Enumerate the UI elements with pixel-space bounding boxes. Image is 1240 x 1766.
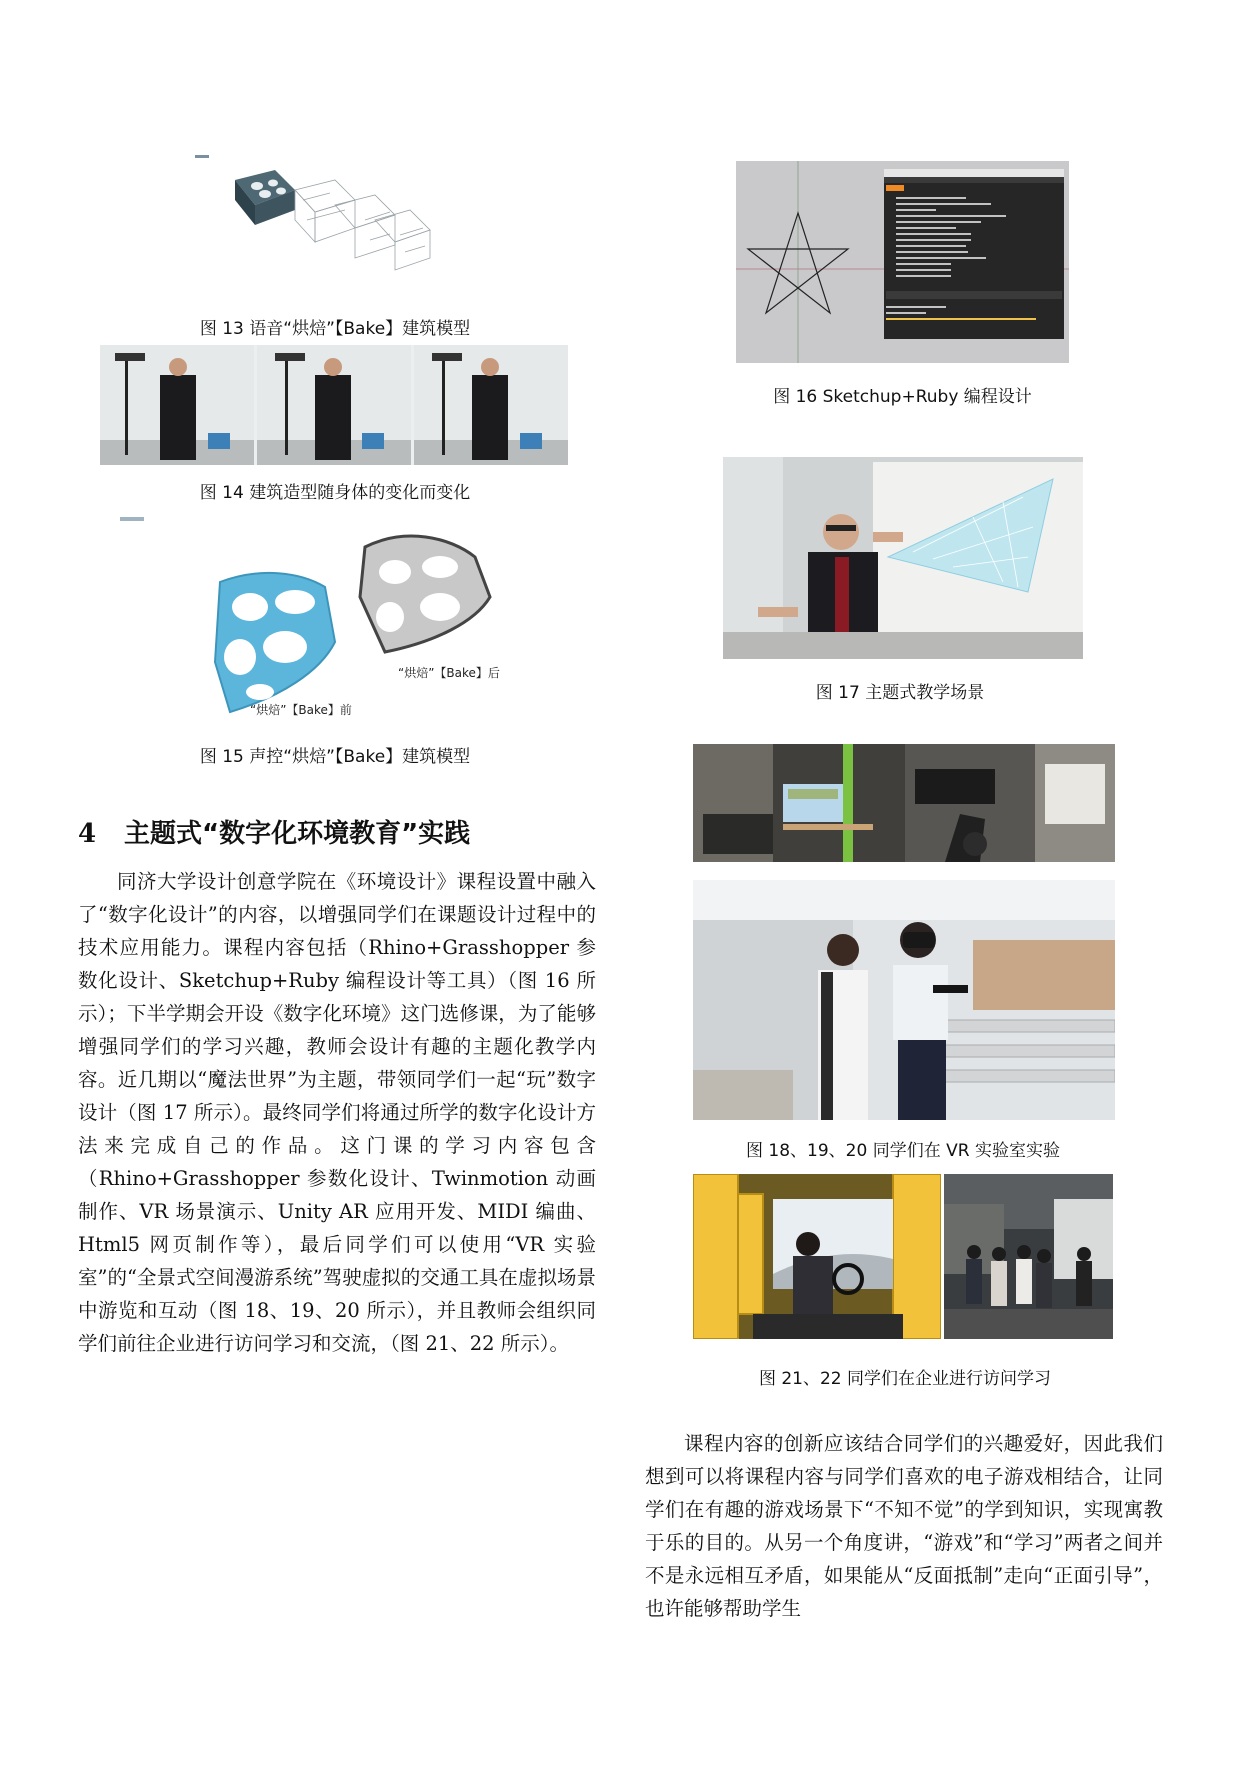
body-paragraph-right [645, 1427, 1163, 1625]
section-number: 4 [78, 819, 97, 849]
figure-18-image [693, 744, 905, 862]
photo-panel-2 [257, 345, 411, 465]
figure-15-image [120, 512, 520, 722]
figure-21-image [693, 1174, 941, 1339]
paragraph-right-text: 课程内容的创新应该结合同学们的兴趣爱好，因此我们想到可以将课程内容与同学们喜欢的电子游戏相结合，让同学们在有趣的游戏场景下“不知不觉”的学到知识，实现寓教于乐的目的。从另一个角度讲，“游戏”和“学习”两者之间并不是永远相互矛盾，如果能从“反面抵制”走向“正面引导”，也许能够帮助学生 [645, 1432, 1163, 1620]
photo-panel-1 [100, 345, 254, 465]
figure-20-image [693, 880, 1115, 1120]
model-before-bake [215, 573, 335, 712]
figure-19-image [905, 744, 1115, 862]
figure-15-label-before: “烘焙”【Bake】前 [250, 703, 352, 717]
figure-21-22-caption: 图 21、22 同学们在企业进行访问学习 [758, 1369, 1052, 1389]
bake-model-solid [235, 170, 295, 225]
figure-17-caption: 图 17 主题式教学场景 [815, 683, 985, 703]
model-after-bake [360, 536, 490, 652]
section-heading [78, 813, 470, 850]
section-title: 主题式“数字化环境教育”实践 [124, 819, 471, 849]
figure-16-caption: 图 16 Sketchup+Ruby 编程设计 [773, 387, 1032, 407]
figure-17-image [723, 457, 1083, 659]
photo-panel-3 [414, 345, 568, 465]
body-paragraph-left [78, 865, 596, 1360]
figure-16-image [736, 161, 1069, 363]
figure-15-label-after: “烘焙”【Bake】后 [398, 666, 500, 680]
ruby-code-editor [884, 169, 1064, 339]
figure-18-20-caption: 图 18、19、20 同学们在 VR 实验室实验 [746, 1141, 1060, 1161]
figure-15-marker [120, 517, 144, 521]
figure-15-caption: 图 15 声控“烘焙”【Bake】建筑模型 [199, 747, 471, 767]
bake-model-wireframe [295, 180, 430, 270]
paragraph-left-text: 同济大学设计创意学院在《环境设计》课程设置中融入了“数字化设计”的内容，以增强同学们在课题设计过程中的技术应用能力。课程内容包括（Rhino+Grasshopper 参数化设计、Sketchup+Ruby 编程设计等工具）（图 16 所示）；下半学期会开设《数字化环境》这门选修课，为了能够增强同学们的学习兴趣，教师会设计有趣的主题化教学内容。近几期以“魔法世界”为主题，带领同学们一起“玩”数字设计（图 17 所示）。最终同学们将通过所学的数字化设计方法来完成自己的作品。这门课的学习内容包含（Rhino+Grasshopper 参数化设计、Twinmotion 动画制作、VR 场景演示、Unity AR 应用开发、MIDI 编曲、Html5 网页制作等），最后同学们可以使用“VR 实验室”的“全景式空间漫游系统”驾驶虚拟的交通工具在虚拟场景中游览和互动（图 18、19、20 所示），并且教师会组织同学们前往企业进行访问学习和交流，（图 21、22 所示）。 [78, 870, 596, 1355]
figure-14-caption: 图 14 建筑造型随身体的变化而变化 [199, 483, 471, 503]
figure-13-image [195, 150, 440, 280]
figure-22-image [944, 1174, 1113, 1339]
figure-14-image [100, 345, 568, 465]
figure-13-marker [195, 155, 209, 158]
figure-13-caption: 图 13 语音“烘焙”【Bake】建筑模型 [199, 319, 471, 339]
